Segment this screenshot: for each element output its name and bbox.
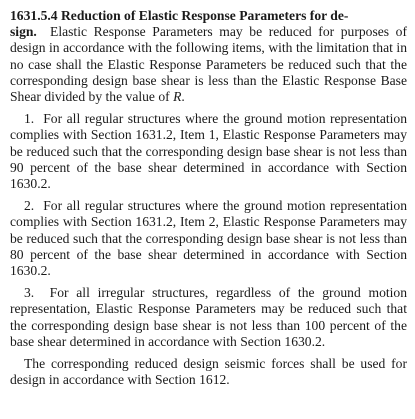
item-text: For all regular structures where the ground motion representation complies with Section 1631.2, Item 2, Elastic Response Parameters may be reduced such that the corresponding design base shear is not less than 80 percent of the base shear determined in accordance with Section 1630.2.: [10, 198, 407, 279]
intro-end: .: [181, 89, 185, 105]
section-title-line1: Reduction of Elastic Response Parameters for de-: [60, 8, 349, 23]
section-title-line2: sign.: [10, 24, 37, 40]
list-item-2: [10, 198, 407, 279]
intro-first-line-text: Elastic Response Parameters may be reduced for purposes: [50, 24, 390, 40]
list-item-1: [10, 111, 407, 192]
section-number: 1631.5.4: [10, 8, 58, 23]
item-text: For all regular structures where the ground motion representation complies with Section 1631.2, Item 1, Elastic Response Parameters may be reduced such that the corresponding design base shear is not less than 90 percent of the base shear determined in accordance with Section 1630.2.: [10, 111, 407, 192]
variable-r: R: [173, 89, 182, 105]
item-number: 2.: [24, 198, 35, 214]
item-text: For all irregular structures, regardless of the ground motion representation, Elastic Response Parameters may be reduced such that the corresponding design base shear is not less than 100 percent of the base shear determined in accordance with Section 1630.2.: [10, 285, 408, 349]
item-number: 1.: [24, 111, 35, 127]
closing-paragraph: The corresponding reduced design seismic forces shall be used for design in accordance with Section 1612.: [10, 356, 407, 388]
item-number: 3.: [24, 285, 35, 301]
list-item-3: [10, 285, 407, 350]
section-intro-paragraph: [10, 8, 407, 105]
intro-body-text: of design in accordance with the following items, with the limitation that in no case shall the Elastic Response Parameters be reduced such that the corresponding design base shear is less than the Elastic Response Base Shear divided by the value of: [10, 24, 407, 105]
